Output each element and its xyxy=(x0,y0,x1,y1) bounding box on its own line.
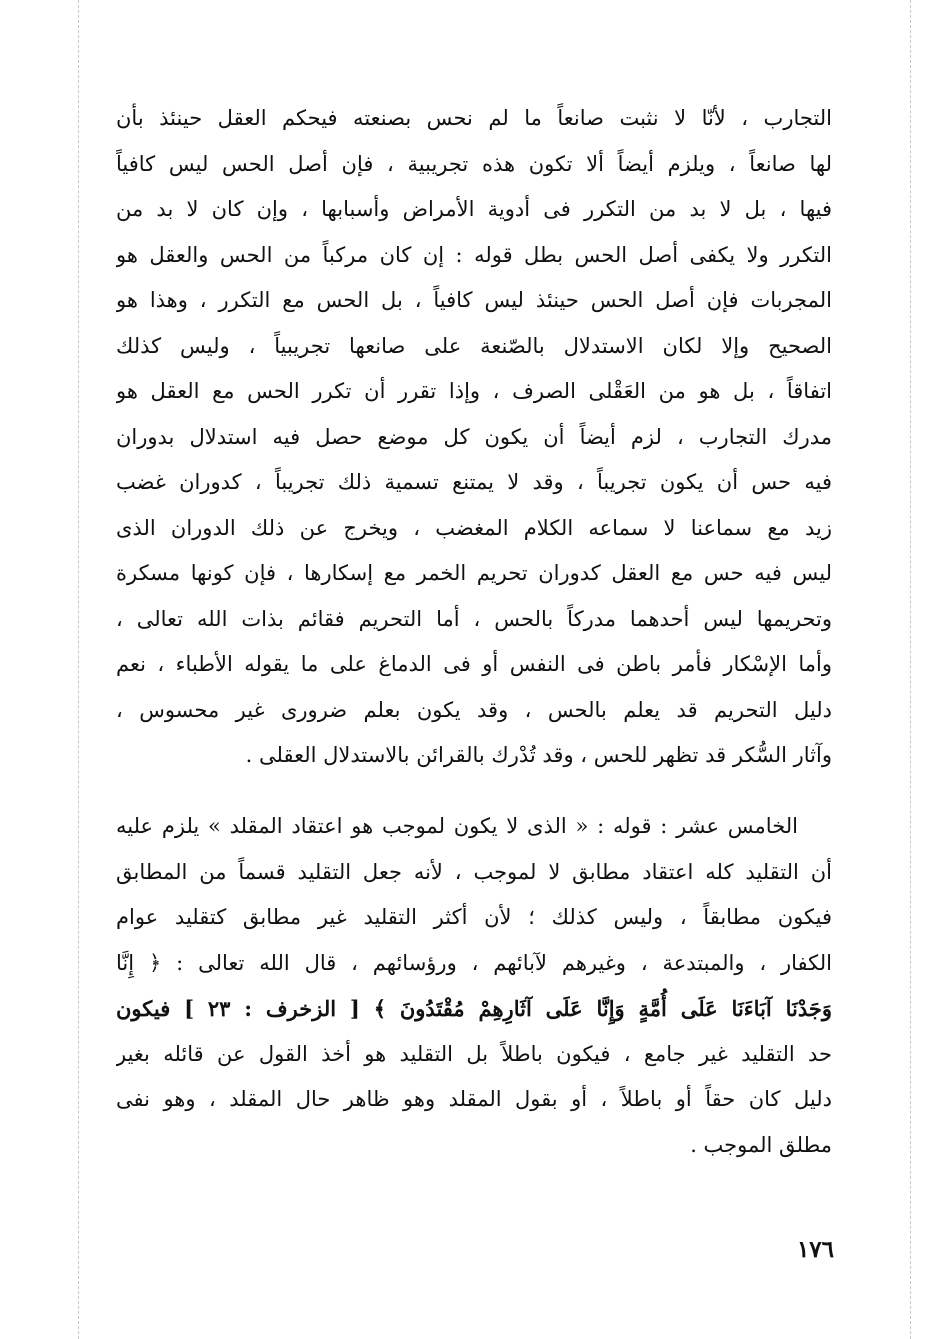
text-line: التجارب ، لأنّا لا نثبت صانعاً ما لم نحس بصنعته فيحكم العقل حينئذ بأن xyxy=(116,106,832,130)
scan-margin-line-right xyxy=(910,0,911,1339)
text-line: اتفاقاً ، بل هو من العَقْلى الصرف ، وإذا تقرر أن تكرر الحس مع العقل هو xyxy=(116,379,832,403)
text-line: التكرر ولا يكفى أصل الحس بطل قوله : إن كان مركباً من الحس والعقل هو xyxy=(116,242,832,267)
text-line: لها صانعاً ، ويلزم أيضاً ألا تكون هذه تجريبية ، فإن أصل الحس ليس كافياً xyxy=(116,151,832,176)
text-line: الكفار ، والمبتدعة ، وغيرهم لآبائهم ، ورؤسائهم ، قال الله تعالى : ﴿ إِنَّا xyxy=(116,950,832,975)
quran-verse-line: وَجَدْنَا آبَاءَنَا عَلَى أُمَّةٍ وَإِنَّا عَلَى آثَارِهِمْ مُقْتَدُونَ ﴾ [ الزخرف : ٢٣ ] فيكون xyxy=(116,996,832,1021)
text-line: وتحريمها ليس أحدهما مدركاً بالحس ، أما التحريم فقائم بذات الله تعالى ، xyxy=(116,606,832,631)
text-line: دليل التحريم قد يعلم بالحس ، وقد يكون بعلم ضرورى غير محسوس ، xyxy=(116,697,832,722)
text-line: دليل كان حقاً أو باطلاً ، أو بقول المقلد وهو ظاهر حال المقلد ، وهو نفى xyxy=(116,1087,832,1111)
text-line: أن التقليد كله اعتقاد مطابق لا لموجب ، لأنه جعل التقليد قسماً من المطابق xyxy=(116,859,832,884)
text-line: المجربات فإن أصل الحس حينئذ ليس كافياً ، بل الحس مع التكرر ، وهذا هو xyxy=(116,288,832,312)
text-line: الخامس عشر : قوله : « الذى لا يكون لموجب هو اعتقاد المقلد » يلزم عليه xyxy=(116,814,798,838)
scan-margin-line-left xyxy=(78,0,79,1339)
paragraph-2 xyxy=(116,804,832,1168)
text-line: فيها ، بل لا بد من التكرر فى أدوية الأمراض وأسبابها ، وإن كان لا بد من xyxy=(116,197,832,221)
text-line: فيكون مطابقاً ، وليس كذلك ؛ لأن أكثر التقليد غير مطابق كتقليد عوام xyxy=(116,905,832,929)
text-line: مطلق الموجب . xyxy=(690,1132,832,1157)
page-number: ١٧٦ xyxy=(796,1236,834,1263)
text-line: وآثار السُّكر قد تظهر للحس ، وقد تُدْرك بالقرائن بالاستدلال العقلى . xyxy=(245,743,832,767)
text-line: ليس فيه حس مع العقل كدوران تحريم الخمر مع إسكارها ، فإن كونها مسكرة xyxy=(116,561,832,585)
text-line: زيد مع سماعنا لا سماعه الكلام المغضب ، ويخرج عن ذلك الدوران الذى xyxy=(116,515,832,540)
text-line: وأما الإسْكار فأمر باطن فى النفس أو فى الدماغ على ما يقوله الأطباء ، نعم xyxy=(116,652,832,676)
text-line: مدرك التجارب ، لزم أيضاً أن يكون كل موضع حصل فيه استدلال بدوران xyxy=(116,424,832,449)
text-line: فيه حس أن يكون تجريباً ، وقد لا يمتنع تسمية ذلك تجريباً ، كدوران غضب xyxy=(116,470,832,494)
text-line: الصحيح وإلا لكان الاستدلال بالصّنعة على صانعها تجريبياً ، وليس كذلك xyxy=(116,333,832,358)
paragraph-1 xyxy=(116,96,832,779)
text-line: حد التقليد غير جامع ، فيكون باطلاً بل التقليد هو أخذ القول عن قائله بغير xyxy=(116,1041,832,1066)
